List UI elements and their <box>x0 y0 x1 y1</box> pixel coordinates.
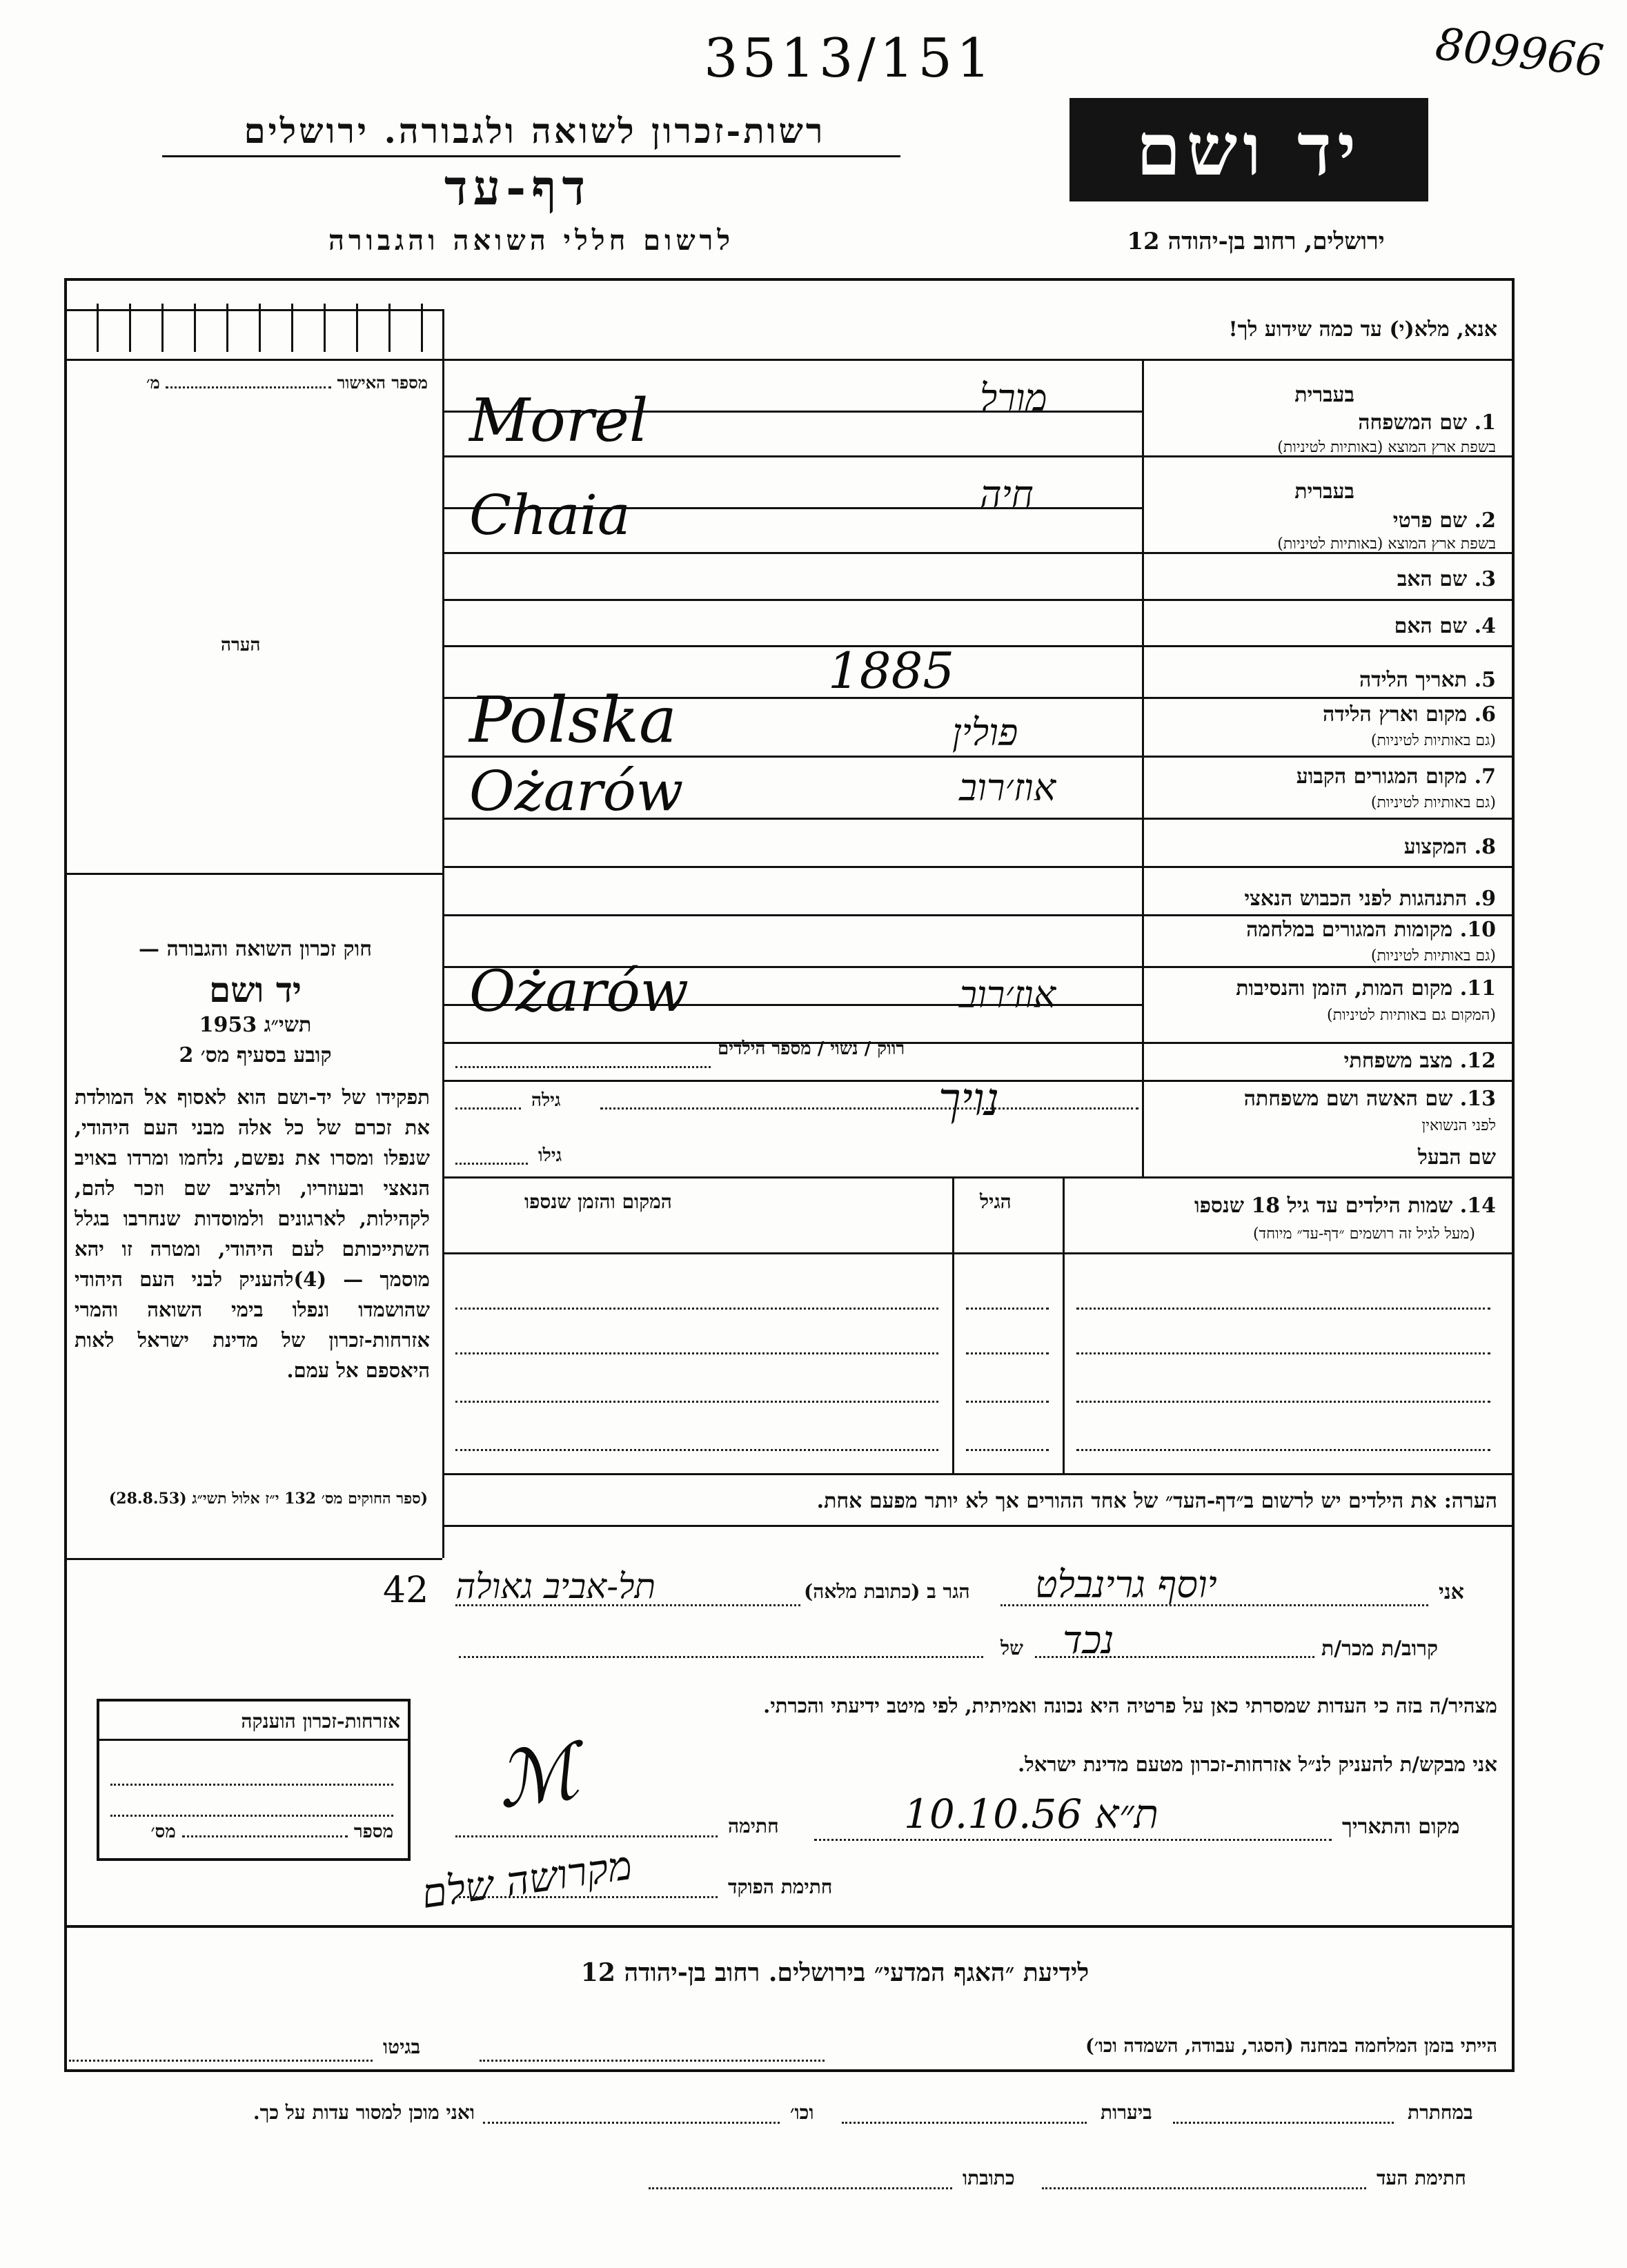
husband-age-label: גילו <box>538 1145 562 1166</box>
field-7-value-latin: Ożarów <box>469 759 684 823</box>
bottom-line2-a: במחתרת <box>1408 2101 1473 2124</box>
receipt-suffix: מ׳ <box>146 373 160 393</box>
field-11-label: מקום המות, הזמן והנסיבות <box>1236 976 1453 1000</box>
note-text: את הילדים יש לרשום ב״דף-העד״ של אחד ההורים אך לא יותר מפעם אחת. <box>816 1489 1437 1513</box>
bottom-line2-c: וכו׳ <box>790 2101 814 2124</box>
law-name: יד ושם <box>209 969 302 1010</box>
bottom-line2-d: ואני מוכן למסור עדות על כך. <box>253 2101 475 2124</box>
field-1-sub: בשפת ארץ המוצא (באותיות לטיניות) <box>1277 439 1496 456</box>
field-7-value-he: אוז׳רוב <box>959 766 1056 809</box>
org-address: ירושלים, רחוב בן-יהודה 12 <box>1127 228 1385 255</box>
file-number-stamp: 3513/151 <box>704 28 995 90</box>
field-11-value-latin: Ożarów <box>469 959 689 1025</box>
witness-signature: ℳ <box>491 1726 584 1826</box>
field-12-options: רווק / נשוי / מספר הילדים <box>718 1038 905 1059</box>
field-5-value: 1885 <box>828 642 955 700</box>
field-8-label: המקצוע <box>1403 835 1468 859</box>
field-2-sub: בשפת ארץ המוצא (באותיות לטיניות) <box>1277 535 1496 553</box>
children-col-age: הגיל <box>980 1190 1012 1213</box>
field-1-num: 1. <box>1474 411 1496 435</box>
field-11-num: 11. <box>1459 976 1496 1000</box>
field-13-value: נויך <box>938 1073 1000 1126</box>
field-8-num: 8. <box>1474 835 1496 859</box>
org-name: רשות-זכרון לשואה ולגבורה. ירושלים <box>244 110 826 151</box>
witness-name: יוסף גרינבלט <box>1035 1563 1217 1606</box>
field-12-num: 12. <box>1459 1049 1496 1073</box>
margin-number: 42 <box>383 1570 429 1611</box>
request-text: אני מבקש/ת להעניק לנ״ל אזרחות-זכרון מטעם מדינת ישראל. <box>1018 1753 1497 1776</box>
note-label: הערה: <box>1443 1489 1497 1513</box>
signature-label: חתימה <box>728 1815 779 1837</box>
ruler-ticks <box>97 304 442 352</box>
field-7-label: מקום המגורים הקבוע <box>1296 765 1468 789</box>
field-4-label: שם האם <box>1394 614 1468 638</box>
of-label: של <box>1000 1637 1023 1659</box>
form-subtitle: לרשום חללי השואה והגבורה <box>328 224 735 257</box>
field-10-label: מקומות המגורים במלחמה <box>1246 918 1453 942</box>
relation-value: נכד <box>1063 1618 1114 1663</box>
field-7-num: 7. <box>1474 765 1496 789</box>
bottom-title: לידיעת ״האגף המדעי״ בירושלים. רחוב בן-יהודה 12 <box>580 1958 1089 1987</box>
field-3-num: 3. <box>1474 567 1496 591</box>
field-6-sub: (גם באותיות לטיניות) <box>1370 732 1496 749</box>
children-col-place: המקום והזמן שנספו <box>524 1190 672 1213</box>
law-ref: (ספר החוקים מס׳ 132 י״ז אלול תשי״ג (28.8.53) <box>108 1490 428 1508</box>
corner-number-stamp: 809966 <box>1432 19 1606 88</box>
field-12-label: מצב משפחתי <box>1343 1049 1453 1073</box>
field-14-num: 14. <box>1459 1194 1496 1218</box>
bottom-line2-b: ביערות <box>1101 2101 1152 2124</box>
field-6-num: 6. <box>1474 702 1496 727</box>
field-1-value-he: מורל <box>980 376 1047 420</box>
field-9-label: התנהגות לפני הכבוש הנאצי <box>1244 887 1468 911</box>
field-6-value-latin: Polska <box>469 683 677 757</box>
field-6-value-he: פולין <box>952 711 1018 754</box>
field-1-label: שם המשפחה <box>1358 411 1468 435</box>
note-heading: הערה <box>221 635 261 655</box>
stamp-box-title: אזרחות-זכרון הוענקה <box>241 1710 400 1733</box>
official-label: חתימת הפוקד <box>728 1875 833 1898</box>
field-9-num: 9. <box>1474 887 1496 911</box>
address-value: תל-אביב גאולה <box>455 1566 655 1606</box>
stamp-box-number-label: מספר <box>353 1822 393 1842</box>
field-4-num: 4. <box>1474 614 1496 638</box>
address-label: הגר ב (כתובת מלאה) <box>804 1580 970 1603</box>
place-date-value: ת״א 10.10.56 <box>904 1791 1158 1837</box>
field-14-label: שמות הילדים עד גיל 18 שנספו <box>1194 1194 1453 1218</box>
field-13-label: שם האשה ושם משפחתה <box>1243 1087 1453 1111</box>
law-text: תפקידו של יד-ושם הוא לאסוף אל המולדת את זכרם של כל אלה מבני העם היהודי, שנפלו ומסרו את נפשם, נלחמו ומרדו באויב הנאצי ובעוזריו, ולהציב שם וזכר להם, לקהילות, לארגונים ולמוסדות שנחרבו בגלל השתייכותם לעם היהודי, ומטרה זו יהא מוסמך — (4)להעניק לבני העם היהודי שהושמדו ונפלו בימי השואה והמרי אזרחות-זכרון של מדינת ישראל לאות היאספם אל עמם. <box>75 1085 430 1382</box>
place-date-label: מקום והתאריך <box>1342 1815 1460 1839</box>
declare-text: מצהיר/ה בזה כי העדות שמסרתי כאן על פרטיה היא נכונה ואמיתית, לפי מיטב ידיעתי והכרתי. <box>763 1694 1497 1717</box>
field-10-num: 10. <box>1459 918 1496 942</box>
bottom-witness-signature-label: חתימת העד <box>1377 2167 1466 2189</box>
law-section: קובע בסעיף מס׳ 2 <box>179 1043 332 1067</box>
field-5-label: תאריך הלידה <box>1359 668 1468 692</box>
wife-age-label: גילה <box>531 1090 561 1111</box>
field-13-sub: לפני הנשואין <box>1421 1117 1496 1134</box>
bottom-address-label: כתובתו <box>963 2167 1015 2189</box>
field-5-num: 5. <box>1474 668 1496 692</box>
field-11-sub: (המקום גם באותיות לטיניות) <box>1327 1007 1496 1024</box>
relation-label: קרוב/ת מכר/ת <box>1321 1637 1439 1661</box>
law-year: תשי״ג 1953 <box>199 1013 312 1037</box>
field-2-value-latin: Chaia <box>469 483 631 547</box>
field-2-label: שם פרטי <box>1392 509 1468 533</box>
official-signature: מקרושה שלם <box>418 1841 635 1918</box>
field-2-num: 2. <box>1474 509 1496 533</box>
receipt-label: מספר האישור <box>337 373 428 393</box>
field-7-sub: (גם באותיות לטיניות) <box>1370 794 1496 811</box>
form-title: דף-עד <box>444 159 591 216</box>
field-10-sub: (גם באותיות לטיניות) <box>1370 947 1496 965</box>
declaration-i: אני <box>1439 1580 1464 1604</box>
yad-vashem-logo: יד ושם <box>1069 98 1428 201</box>
field-14-sub: (מעל לגיל זה רושמים ״דף-עד״ מיוחד) <box>1252 1225 1475 1243</box>
bottom-line1-b: בגיטו <box>383 2035 421 2058</box>
law-title: חוק זכרון השואה והגבורה — <box>139 937 372 961</box>
field-hebrew-label-1: בעברית <box>1294 383 1354 407</box>
field-2-value-he: חיה <box>980 473 1034 516</box>
field-hebrew-label-2: בעברית <box>1294 480 1354 504</box>
intro-text: אנא, מלא(י) עד כמה שידוע לך! <box>1228 317 1497 342</box>
field-11-value-he: אוז׳רוב <box>959 973 1056 1016</box>
field-13-num: 13. <box>1459 1087 1496 1111</box>
field-1-value-latin: Morel <box>469 386 649 455</box>
field-6-label: מקום וארץ הלידה <box>1322 702 1468 727</box>
husband-label: שם הבעל <box>1417 1145 1496 1170</box>
field-3-label: שם האב <box>1397 567 1468 591</box>
bottom-line1-a: הייתי בזמן המלחמה במחנה (הסגר, עבודה, השמדה וכו׳) <box>1085 2035 1497 2057</box>
